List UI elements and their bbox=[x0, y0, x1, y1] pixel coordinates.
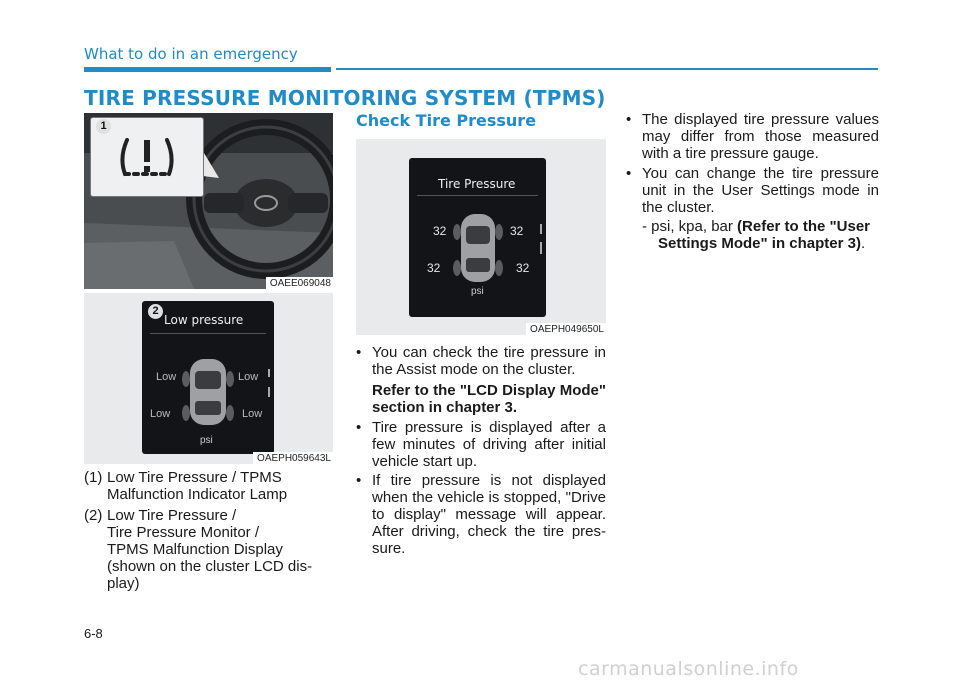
figure-code: OAEE069048 bbox=[266, 277, 333, 289]
bullet-dot: • bbox=[626, 111, 632, 128]
caption-item-1 bbox=[84, 469, 334, 503]
tire-value-front-right: 32 bbox=[510, 224, 524, 238]
tire-value-front-left: 32 bbox=[433, 224, 447, 238]
header-rule bbox=[336, 68, 878, 70]
caption-item-2 bbox=[84, 507, 334, 592]
section-header: What to do in an emergency bbox=[84, 45, 298, 63]
bullet-text: You can change the tire pressure unit in the User Settings mode in the cluster. bbox=[642, 165, 879, 216]
header-bar-accent bbox=[84, 67, 331, 72]
caption-line: TPMS Malfunction Display bbox=[107, 541, 283, 558]
bullet-text: You can check the tire pressure in the Assist mode on the cluster. bbox=[372, 344, 606, 378]
bullet-bold-text: Refer to the "LCD Display Mode" section in chapter 3. bbox=[372, 382, 606, 416]
caption-line: Malfunction Indicator Lamp bbox=[107, 486, 288, 503]
unit-options-reference: (Refer to the "User Settings Mode" in chapter 3) bbox=[658, 218, 871, 252]
caption-line: play) bbox=[107, 575, 140, 592]
tire-label-rear-left: Low bbox=[150, 408, 171, 420]
check-tire-pressure-heading: Check Tire Pressure bbox=[356, 111, 537, 130]
figure-code: OAEPH049650L bbox=[526, 323, 606, 335]
low-pressure-figure bbox=[84, 293, 333, 464]
cluster-screen bbox=[409, 158, 546, 317]
bullet-drive-to-display bbox=[356, 472, 606, 557]
caption-line: (shown on the cluster LCD dis- bbox=[107, 558, 313, 575]
dashboard-figure bbox=[84, 113, 333, 289]
step-badge-2: 2 bbox=[148, 304, 163, 319]
unit-options-text: - psi, kpa, bar bbox=[642, 218, 738, 235]
page-title: TIRE PRESSURE MONITORING SYSTEM (TPMS) bbox=[84, 86, 606, 110]
caption-number: (1) bbox=[84, 469, 103, 486]
screen-title: Tire Pressure bbox=[438, 177, 516, 191]
unit-label: psi bbox=[200, 435, 213, 446]
bullet-dot: • bbox=[626, 165, 632, 182]
bullet-dot: • bbox=[356, 344, 362, 361]
bullet-text: If tire pressure is not displayed when the vehicle is stopped, "Drive to display" message will appear. After driving, check the tire pres- sure. bbox=[372, 472, 606, 557]
cluster-screen bbox=[142, 301, 274, 454]
screen-title: Low pressure bbox=[164, 313, 244, 327]
unit-options-period: . bbox=[860, 235, 866, 252]
watermark: carmanualsonline.info bbox=[578, 658, 799, 680]
caption-line: Low Tire Pressure / bbox=[107, 507, 237, 524]
bullet-dot: • bbox=[356, 419, 362, 436]
tire-value-rear-left: 32 bbox=[427, 261, 441, 275]
bullet-dot: • bbox=[356, 472, 362, 489]
caption-number: (2) bbox=[84, 507, 103, 524]
tire-label-front-right: Low bbox=[238, 371, 259, 383]
tire-pressure-figure bbox=[356, 139, 606, 335]
bullet-text: Tire pressure is displayed after a few minutes of driving after initial vehicle start up. bbox=[372, 419, 606, 470]
bullet-check-assist bbox=[356, 344, 606, 416]
unit-options-note bbox=[642, 218, 879, 252]
caption-line: Low Tire Pressure / TPMS bbox=[107, 469, 282, 486]
unit-label: psi bbox=[471, 286, 484, 297]
bullet-values-differ bbox=[626, 111, 879, 162]
bullet-text: The displayed tire pressure values may differ from those measured with a tire pressure gauge. bbox=[642, 111, 879, 162]
figure-code: OAEPH059643L bbox=[253, 452, 333, 464]
tire-value-rear-right: 32 bbox=[516, 261, 530, 275]
tire-label-front-left: Low bbox=[156, 371, 177, 383]
step-badge-1: 1 bbox=[96, 119, 111, 134]
caption-line: Tire Pressure Monitor / bbox=[107, 524, 259, 541]
tire-label-rear-right: Low bbox=[242, 408, 263, 420]
bullet-change-unit bbox=[626, 165, 879, 216]
bullet-after-driving bbox=[356, 419, 606, 470]
page-number: 6-8 bbox=[84, 626, 103, 641]
